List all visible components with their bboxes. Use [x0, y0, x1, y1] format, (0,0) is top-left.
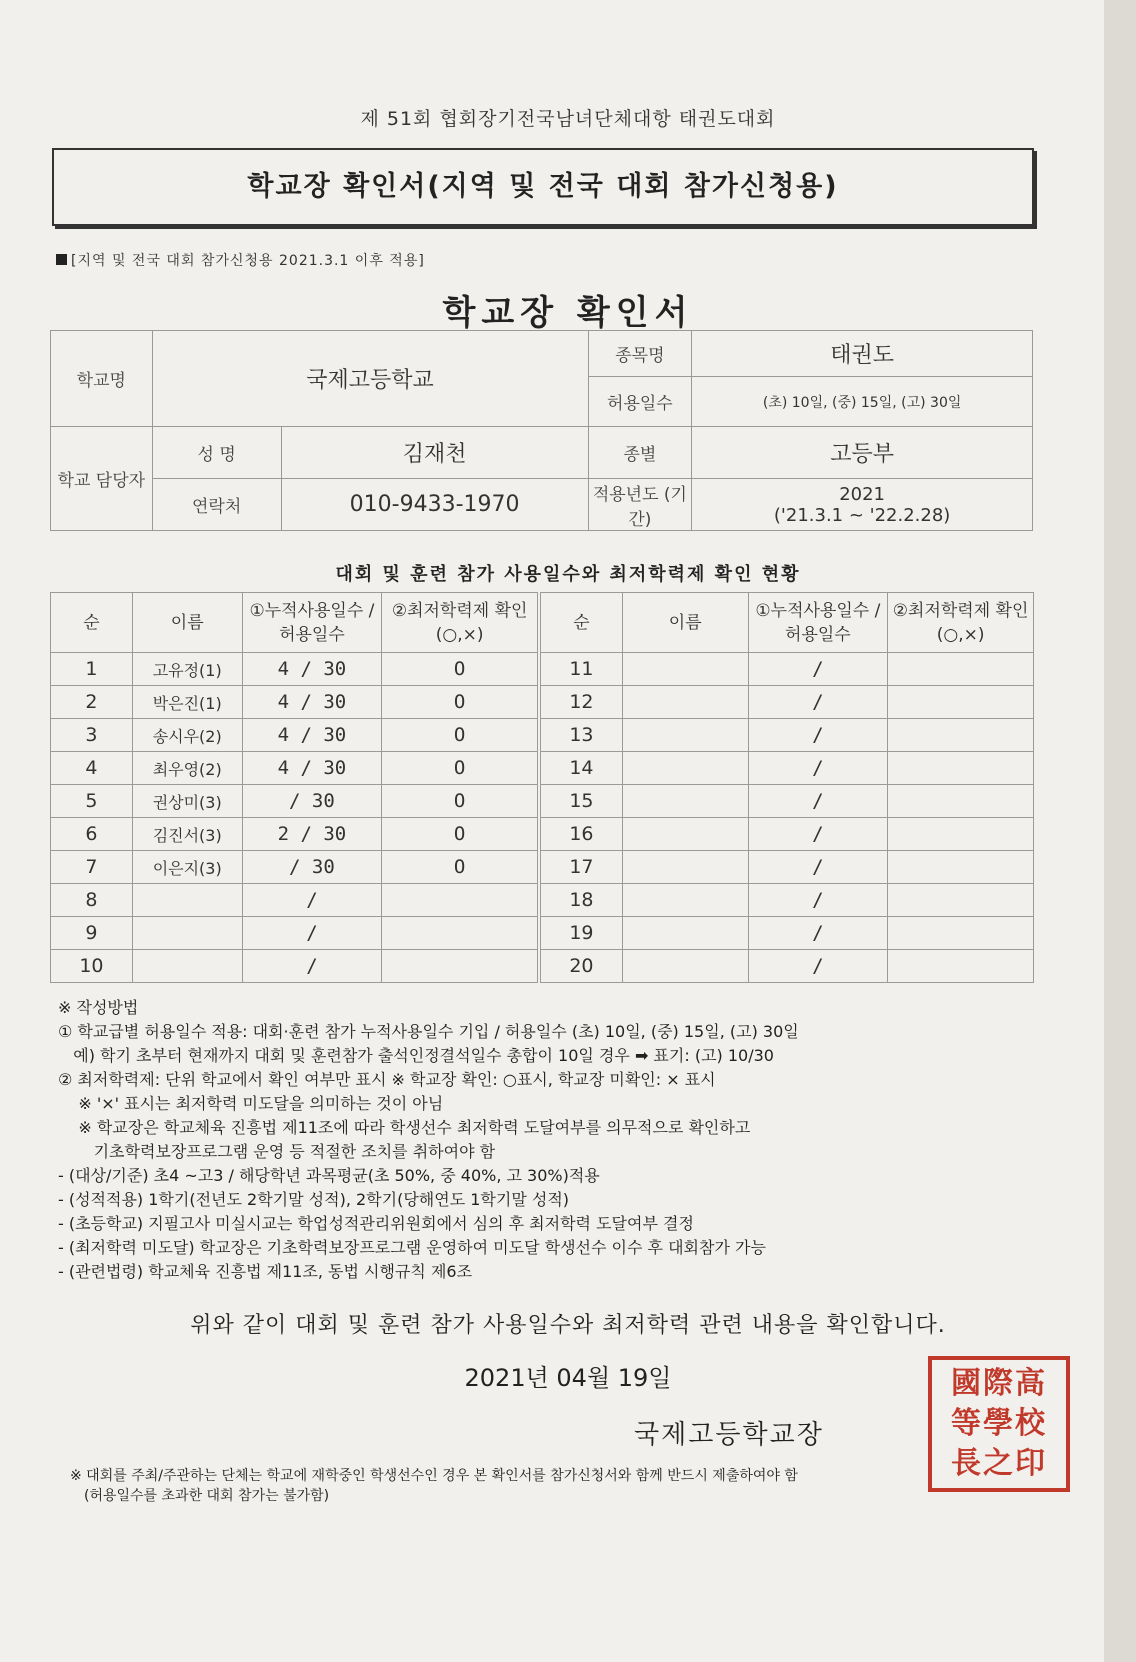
row-min-check: [888, 653, 1034, 686]
row-number: 19: [541, 917, 623, 950]
year-value: 2021: [839, 483, 886, 505]
row-number: 8: [51, 884, 133, 917]
allowed-label: 허용일수: [588, 377, 692, 427]
instruction-line: - (관련법령) 학교체육 진흥법 제11조, 동법 시행규칙 제6조: [58, 1262, 473, 1281]
info-table: [50, 330, 1033, 531]
instruction-line: ※ '×' 표시는 최저학력 미도달을 의미하는 것이 아님: [58, 1094, 444, 1113]
contact-value: 010-9433-1970: [281, 479, 588, 531]
section-title: 대회 및 훈련 참가 사용일수와 최저학력제 확인 현황: [335, 564, 801, 585]
division-label: 종별: [588, 427, 692, 479]
table-row: [541, 752, 1034, 785]
instruction-line: - (성적적용) 1학기(전년도 2학기말 성적), 2학기(당해연도 1학기말 성적): [58, 1190, 570, 1209]
row-days: /: [748, 950, 888, 983]
applicability-text: [지역 및 전국 대회 참가신청용 2021.3.1 이후 적용]: [71, 253, 425, 269]
row-name: [622, 917, 748, 950]
row-days: /: [242, 950, 382, 983]
table-row: [51, 752, 538, 785]
table-row: [541, 851, 1034, 884]
row-number: 6: [51, 818, 133, 851]
row-number: 3: [51, 719, 133, 752]
footnote-line: (허용일수를 초과한 대회 참가는 불가함): [84, 1488, 330, 1504]
row-name: [132, 950, 242, 983]
table-row: [51, 719, 538, 752]
table-row: [541, 818, 1034, 851]
row-min-check: [888, 752, 1034, 785]
sport-label: 종목명: [588, 331, 692, 377]
instruction-line: - (최저학력 미도달) 학교장은 기초학력보장프로그램 운영하여 미도달 학생선수 이수 후 대회참가 가능: [58, 1238, 766, 1257]
instruction-line: ※ 학교장은 학교체육 진흥법 제11조에 따라 학생선수 최저학력 도달여부를 의무적으로 확인하고: [58, 1118, 751, 1137]
table-row: [541, 950, 1034, 983]
table-row: [51, 686, 538, 719]
row-min-check: [888, 884, 1034, 917]
row-name: 송시우(2): [132, 719, 242, 752]
contact-label: 연락처: [152, 479, 281, 531]
table-row: [541, 653, 1034, 686]
table-row: [541, 686, 1034, 719]
header-name-right: 이름: [622, 593, 748, 653]
row-name: 김진서(3): [132, 818, 242, 851]
instruction-line: ※ 작성방법: [58, 998, 139, 1017]
row-name: 권상미(3): [132, 785, 242, 818]
row-number: 10: [51, 950, 133, 983]
row-min-check: O: [382, 752, 538, 785]
row-name: [622, 884, 748, 917]
row-days: /: [748, 884, 888, 917]
table-row: [51, 917, 538, 950]
row-min-check: [888, 785, 1034, 818]
row-days: /: [748, 686, 888, 719]
page-edge: [1104, 0, 1136, 1662]
footnote: [70, 1466, 798, 1506]
row-number: 16: [541, 818, 623, 851]
table-row: [51, 950, 538, 983]
row-min-check: O: [382, 653, 538, 686]
row-days: 4 / 30: [242, 752, 382, 785]
row-days: /: [748, 752, 888, 785]
table-row: [51, 653, 538, 686]
header-name: 이름: [132, 593, 242, 653]
row-name: [622, 752, 748, 785]
sport-value: 태권도: [692, 331, 1033, 377]
table-row: [51, 851, 538, 884]
row-number: 7: [51, 851, 133, 884]
row-days: /: [242, 917, 382, 950]
allowed-value: (초) 10일, (중) 15일, (고) 30일: [692, 377, 1033, 427]
school-value: 국제고등학교: [152, 331, 588, 427]
row-name: [622, 818, 748, 851]
row-number: 20: [541, 950, 623, 983]
instruction-line: ① 학교급별 허용일수 적용: 대회·훈련 참가 누적사용일수 기입 / 허용일수 (초) 10일, (중) 15일, (고) 30일: [58, 1022, 799, 1041]
header-days-right: ①누적사용일수 /허용일수: [748, 593, 888, 653]
row-number: 17: [541, 851, 623, 884]
header-min: ②최저학력제 확인(○,×): [382, 593, 538, 653]
row-min-check: [888, 719, 1034, 752]
division-value: 고등부: [692, 427, 1033, 479]
row-min-check: O: [382, 818, 538, 851]
row-name: [622, 950, 748, 983]
square-bullet-icon: [56, 254, 67, 265]
table-row: [51, 785, 538, 818]
table-row: [541, 917, 1034, 950]
row-number: 15: [541, 785, 623, 818]
row-days: 4 / 30: [242, 686, 382, 719]
footnote-line: ※ 대회를 주최/주관하는 단체는 학교에 재학중인 학생선수인 경우 본 확인서를 참가신청서와 함께 반드시 제출하여야 함: [70, 1468, 798, 1484]
row-days: / 30: [242, 851, 382, 884]
row-min-check: O: [382, 719, 538, 752]
usage-table-left: [50, 592, 538, 983]
row-name: 고유정(1): [132, 653, 242, 686]
table-row: [51, 818, 538, 851]
header-no-right: 순: [541, 593, 623, 653]
row-name: [622, 686, 748, 719]
applicability-note: [56, 250, 425, 270]
row-min-check: [382, 884, 538, 917]
row-number: 2: [51, 686, 133, 719]
row-min-check: [888, 851, 1034, 884]
instruction-line: - (대상/기준) 초4 ~고3 / 해당학년 과목평균(초 50%, 중 40%, 고 30%)적용: [58, 1166, 600, 1185]
row-name: [132, 917, 242, 950]
row-days: /: [748, 785, 888, 818]
row-days: 4 / 30: [242, 719, 382, 752]
row-min-check: [888, 818, 1034, 851]
row-min-check: O: [382, 785, 538, 818]
issue-date: 2021년 04월 19일: [464, 1364, 672, 1392]
row-name: [622, 653, 748, 686]
row-name: 박은진(1): [132, 686, 242, 719]
row-min-check: [382, 917, 538, 950]
row-days: 2 / 30: [242, 818, 382, 851]
row-days: 4 / 30: [242, 653, 382, 686]
row-name: [622, 719, 748, 752]
row-number: 12: [541, 686, 623, 719]
header-min-right: ②최저학력제 확인(○,×): [888, 593, 1034, 653]
table-row: [541, 719, 1034, 752]
row-days: /: [242, 884, 382, 917]
row-number: 11: [541, 653, 623, 686]
name-label: 성 명: [152, 427, 281, 479]
official-seal-icon: 國際高 等學校 長之印: [928, 1356, 1070, 1492]
box-title: 학교장 확인서(지역 및 전국 대회 참가신청용): [247, 171, 839, 202]
row-days: / 30: [242, 785, 382, 818]
title-box: [52, 148, 1034, 226]
header-no: 순: [51, 593, 133, 653]
row-name: 이은지(3): [132, 851, 242, 884]
row-min-check: [888, 917, 1034, 950]
row-days: /: [748, 653, 888, 686]
header-days: ①누적사용일수 /허용일수: [242, 593, 382, 653]
instruction-line: 예) 학기 초부터 현재까지 대회 및 훈련참가 출석인정결석일수 총합이 10일 경우 ➡ 표기: (고) 10/30: [58, 1046, 774, 1065]
row-name: 최우영(2): [132, 752, 242, 785]
row-min-check: [888, 686, 1034, 719]
document-title: 학교장 확인서: [442, 293, 694, 333]
table-row: [541, 785, 1034, 818]
period-value: ('21.3.1 ~ '22.2.28): [773, 504, 951, 526]
row-min-check: O: [382, 851, 538, 884]
row-number: 13: [541, 719, 623, 752]
row-days: /: [748, 917, 888, 950]
year-cell: [692, 479, 1033, 531]
name-value: 김재천: [281, 427, 588, 479]
instruction-line: - (초등학교) 지필고사 미실시교는 학업성적관리위원회에서 심의 후 최저학력 도달여부 결정: [58, 1214, 694, 1233]
school-label: 학교명: [51, 331, 153, 427]
table-row: [541, 884, 1034, 917]
row-min-check: [888, 950, 1034, 983]
event-title: 제 51회 협회장기전국남녀단체대항 태권도대회: [360, 108, 776, 130]
instruction-line: ② 최저학력제: 단위 학교에서 확인 여부만 표시 ※ 학교장 확인: ○표시, 학교장 미확인: × 표시: [58, 1070, 716, 1089]
row-number: 1: [51, 653, 133, 686]
row-min-check: O: [382, 686, 538, 719]
writing-instructions: [58, 996, 1038, 1284]
row-name: [622, 785, 748, 818]
row-number: 9: [51, 917, 133, 950]
row-number: 14: [541, 752, 623, 785]
row-number: 4: [51, 752, 133, 785]
instruction-line: 기초학력보장프로그램 운영 등 적절한 조치를 취하여야 함: [58, 1142, 496, 1161]
row-days: /: [748, 851, 888, 884]
table-row: [51, 884, 538, 917]
confirmation-statement: 위와 같이 대회 및 훈련 참가 사용일수와 최저학력 관련 내용을 확인합니다.: [190, 1313, 946, 1338]
row-days: /: [748, 818, 888, 851]
row-name: [622, 851, 748, 884]
row-days: /: [748, 719, 888, 752]
row-number: 5: [51, 785, 133, 818]
row-number: 18: [541, 884, 623, 917]
principal-name: 국제고등학교장: [634, 1420, 824, 1450]
usage-table-right: [540, 592, 1034, 983]
year-label: 적용년도 (기간): [588, 479, 692, 531]
row-name: [132, 884, 242, 917]
row-min-check: [382, 950, 538, 983]
manager-label: 학교 담당자: [51, 427, 153, 531]
